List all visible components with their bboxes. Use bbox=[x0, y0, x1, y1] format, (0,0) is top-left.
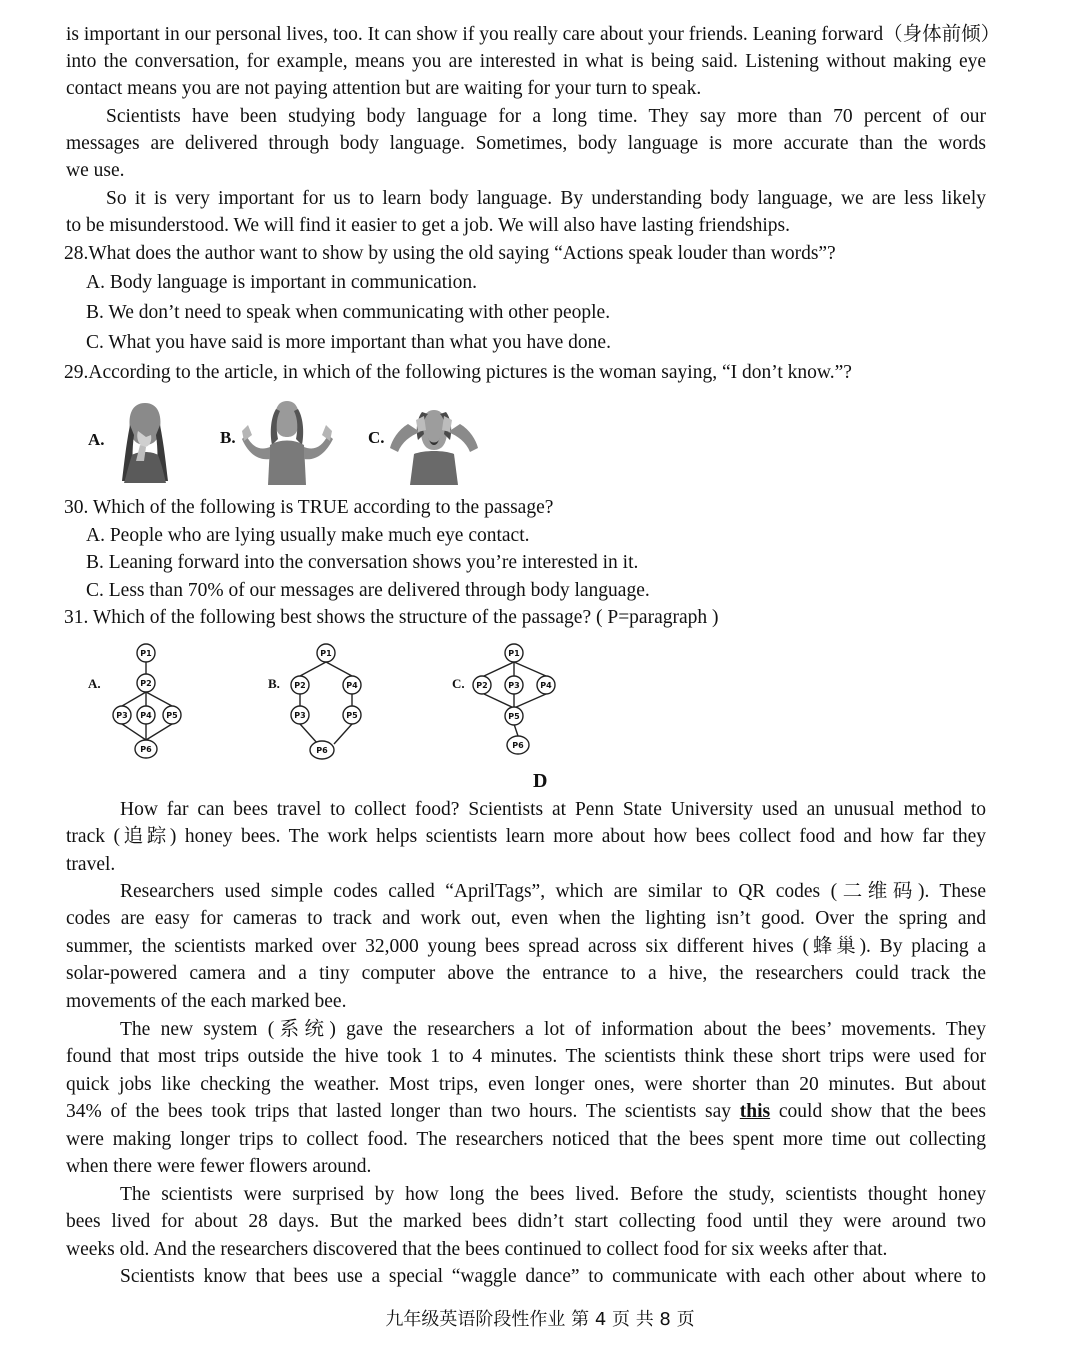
question-30-option-b[interactable]: B. Leaning forward into the conversation shows you’re interested in it. bbox=[86, 552, 639, 573]
passage-line: solar-powered camera and a tiny computer above the entrance to a hive, the researchers could track the bbox=[66, 963, 986, 984]
passage-line: travel. bbox=[66, 854, 116, 875]
underlined-word-this: this bbox=[739, 1101, 771, 1122]
passage-line: is important in our personal lives, too. It can show if you really care about your friends. Leaning forward（身体前倾） bbox=[66, 24, 1001, 45]
passage-line: movements of the each marked bee. bbox=[66, 991, 347, 1012]
question-30-option-c[interactable]: C. Less than 70% of our messages are delivered through body language. bbox=[86, 580, 650, 601]
structure-option-b-label[interactable]: B. bbox=[268, 676, 280, 691]
node-label: P5 bbox=[166, 711, 178, 720]
passage-line: codes are easy for cameras to track and work out, even when the lighting isn’t good. Over the spring and bbox=[66, 908, 986, 929]
structure-diagram-a[interactable] bbox=[104, 640, 188, 764]
node-label: P2 bbox=[140, 679, 152, 688]
passage-line: contact means you are not paying attention but are waiting for your turn to speak. bbox=[66, 78, 702, 99]
question-30-option-a[interactable]: A. People who are lying usually make much eye contact. bbox=[86, 525, 530, 546]
passage-line: Scientists have been studying body language for a long time. They say more than 70 percent of our bbox=[106, 106, 986, 127]
node-label: P6 bbox=[512, 741, 524, 750]
node-label: P3 bbox=[116, 711, 128, 720]
question-31-stem: 31. Which of the following best shows the structure of the passage? ( P=paragraph ) bbox=[64, 607, 719, 628]
page-footer: 九年级英语阶段性作业 第 4 页 共 8 页 bbox=[385, 1309, 695, 1330]
woman-shrugging-picture[interactable] bbox=[240, 395, 335, 485]
node-label: P5 bbox=[346, 711, 358, 720]
node-label: P3 bbox=[508, 681, 520, 690]
picture-option-c-label[interactable]: C. bbox=[368, 428, 385, 447]
node-label: P4 bbox=[346, 681, 358, 690]
structure-option-c-label[interactable]: C. bbox=[452, 676, 465, 691]
node-label: P5 bbox=[508, 712, 520, 721]
passage-line: Researchers used simple codes called “AprilTags”, which are similar to QR codes (二维码). These bbox=[120, 881, 986, 902]
section-heading-d: D bbox=[533, 770, 548, 792]
question-28-option-a[interactable]: A. Body language is important in communication. bbox=[86, 272, 478, 293]
passage-line: weeks old. And the researchers discovered that the bees continued to collect food for six weeks after that. bbox=[66, 1239, 888, 1260]
passage-line: track (追踪) honey bees. The work helps scientists learn more about how bees collect food and how far they bbox=[66, 826, 986, 847]
woman-hands-on-head-picture[interactable] bbox=[388, 400, 480, 485]
picture-option-a-label[interactable]: A. bbox=[88, 430, 105, 449]
passage-line: found that most trips outside the hive took 1 to 4 minutes. The scientists think these short trips were used for bbox=[66, 1046, 986, 1067]
structure-diagram-c[interactable] bbox=[468, 640, 564, 760]
passage-line: messages are delivered through body language. Sometimes, body language is more accurate than the words bbox=[66, 133, 986, 154]
question-28-option-c[interactable]: C. What you have said is more important than what you have done. bbox=[86, 332, 611, 353]
structure-option-a-label[interactable]: A. bbox=[88, 676, 101, 691]
node-label: P2 bbox=[476, 681, 488, 690]
node-label: P3 bbox=[294, 711, 306, 720]
node-label: P4 bbox=[140, 711, 152, 720]
passage-line: were making longer trips to collect food. The researchers noticed that the bees spent more time out collecting bbox=[66, 1129, 986, 1150]
passage-line: How far can bees travel to collect food? Scientists at Penn State University used an unusual method to bbox=[120, 799, 986, 820]
passage-line: The scientists were surprised by how long the bees lived. Before the study, scientists thought honey bbox=[120, 1184, 986, 1205]
node-label: P6 bbox=[316, 746, 328, 755]
node-label: P2 bbox=[294, 681, 306, 690]
passage-line: So it is very important for us to learn body language. By understanding body language, we are less likely bbox=[106, 188, 986, 209]
question-28-stem: 28.What does the author want to show by using the old saying “Actions speak louder than words”? bbox=[64, 243, 836, 264]
node-label: P1 bbox=[140, 649, 152, 658]
node-label: P4 bbox=[540, 681, 552, 690]
passage-line: we use. bbox=[66, 160, 125, 181]
question-28-option-b[interactable]: B. We don’t need to speak when communicating with other people. bbox=[86, 302, 611, 323]
picture-option-b-label[interactable]: B. bbox=[220, 428, 236, 447]
passage-line: quick jobs like checking the weather. Most trips, even longer ones, were shorter than 20 minutes. But about bbox=[66, 1074, 986, 1095]
question-29-stem: 29.According to the article, in which of the following pictures is the woman saying, “I don’t know.”? bbox=[64, 362, 852, 383]
node-label: P1 bbox=[508, 649, 520, 658]
woman-covering-mouth-picture[interactable] bbox=[110, 395, 180, 483]
structure-diagram-b[interactable] bbox=[284, 640, 368, 764]
question-30-stem: 30. Which of the following is TRUE according to the passage? bbox=[64, 497, 554, 518]
passage-line: bees lived for about 28 days. But the marked bees didn’t start collecting food until they were around two bbox=[66, 1211, 986, 1232]
passage-line: when there were fewer flowers around. bbox=[66, 1156, 372, 1177]
passage-line: The new system (系统) gave the researchers a lot of information about the bees’ movements. They bbox=[120, 1019, 986, 1040]
passage-line: summer, the scientists marked over 32,000 young bees spread across six different hives (蜂巢). By placing a bbox=[66, 936, 986, 957]
passage-line: into the conversation, for example, means you are interested in what is being said. Listening without making eye bbox=[66, 51, 986, 72]
passage-line: to be misunderstood. We will find it easier to get a job. We will also have lasting friendships. bbox=[66, 215, 791, 236]
passage-line: Scientists know that bees use a special “waggle dance” to communicate with each other about where to bbox=[120, 1266, 986, 1287]
node-label: P6 bbox=[140, 745, 152, 754]
node-label: P1 bbox=[320, 649, 332, 658]
passage-line-with-underline: 34% of the bees took trips that lasted longer than two hours. The scientists say this could show that the bees bbox=[66, 1101, 986, 1122]
